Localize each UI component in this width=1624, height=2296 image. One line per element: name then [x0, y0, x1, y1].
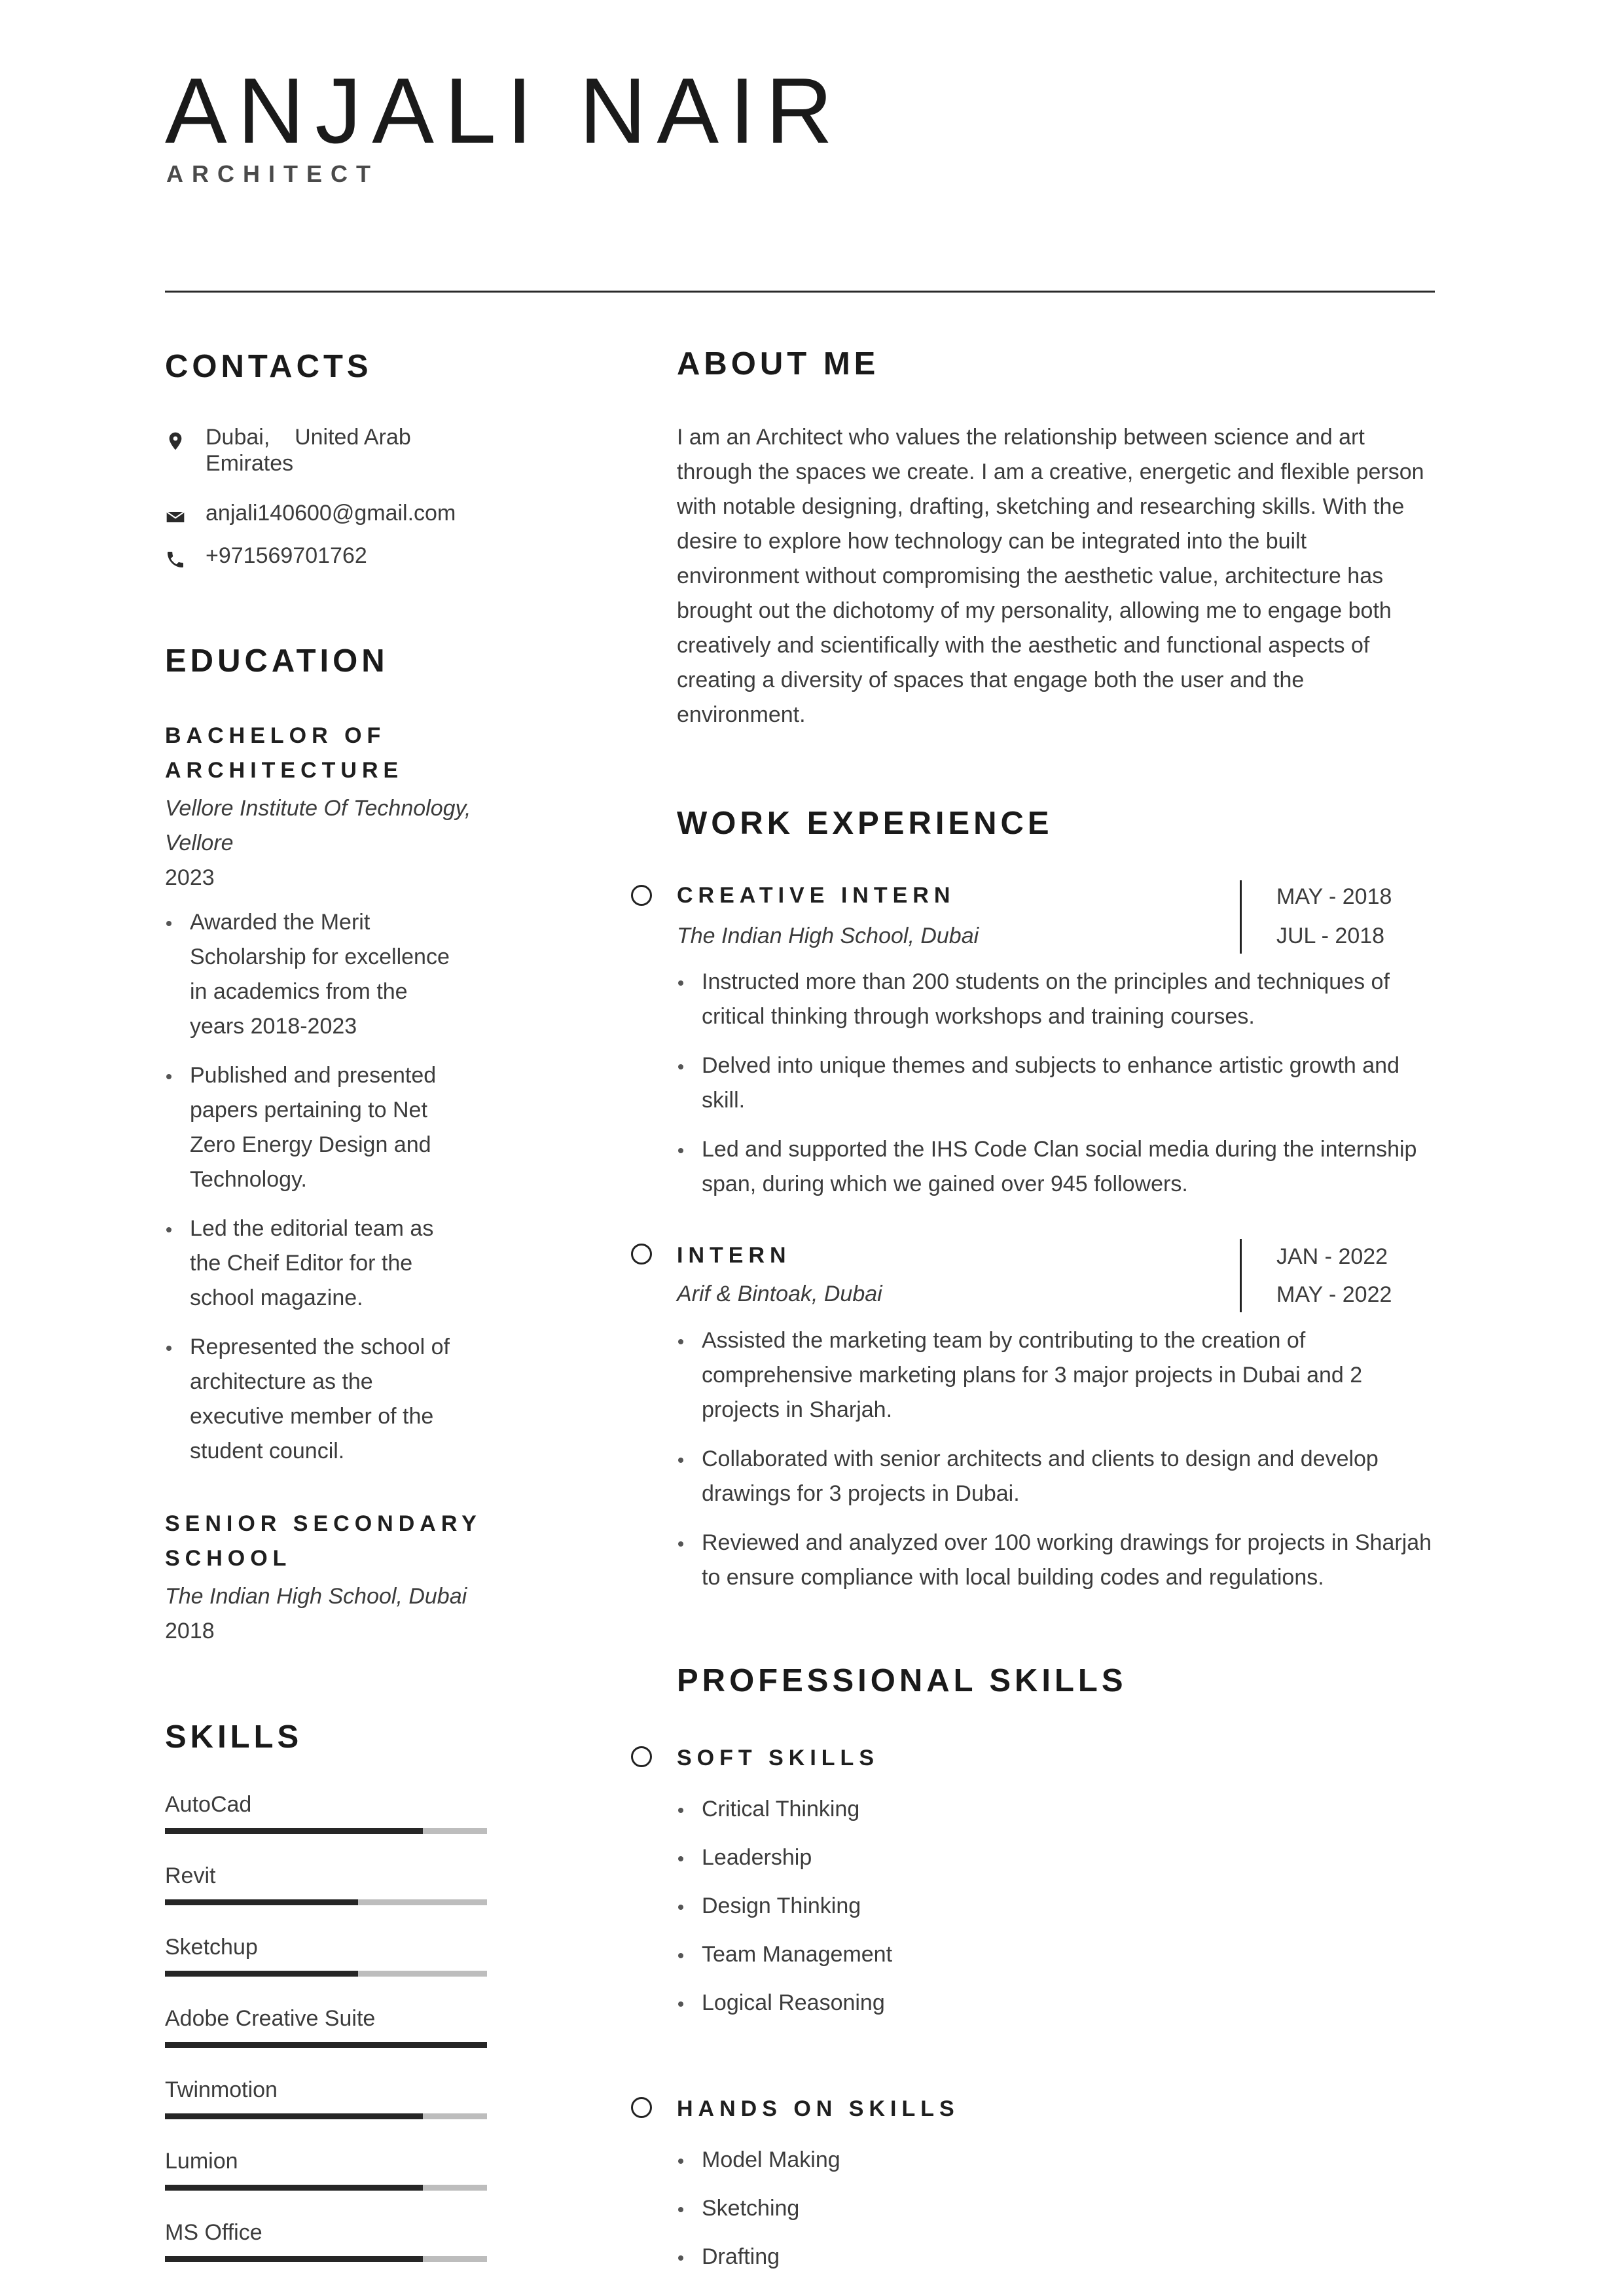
email-address[interactable]: anjali140600@gmail.com: [206, 501, 456, 526]
job-title: CREATIVE INTERN: [677, 883, 956, 908]
skill-label: Lumion: [165, 2149, 238, 2174]
job-company: The Indian High School, Dubai: [677, 924, 979, 948]
list-item: Drafting: [677, 2240, 1200, 2274]
timeline-marker: [631, 1244, 652, 1265]
hands-on-skills-list: [677, 2143, 1200, 2274]
education-heading: EDUCATION: [165, 643, 389, 679]
job-end-date: MAY - 2022: [1276, 1282, 1392, 1307]
job-company: Arif & Bintoak, Dubai: [677, 1282, 882, 1306]
institution-line-1: Vellore Institute Of Technology,: [165, 796, 471, 821]
skill-label: AutoCad: [165, 1792, 252, 1817]
school-title: [165, 1507, 482, 1576]
skill-level-fill: [165, 1828, 423, 1834]
skills-heading: SKILLS: [165, 1719, 303, 1755]
list-item: Represented the school of architecture as the executive member of the student council.: [165, 1330, 505, 1469]
school-title-line-1: SENIOR SECONDARY: [165, 1511, 482, 1536]
list-item: Published and presented papers pertaining to Net Zero Energy Design and Technology.: [165, 1058, 505, 1197]
skill-level-fill: [165, 2042, 487, 2048]
job-start-date: JAN - 2022: [1276, 1244, 1388, 1269]
list-item: Delved into unique themes and subjects to enhance artistic growth and skill.: [677, 1049, 1502, 1118]
work-heading: WORK EXPERIENCE: [677, 806, 1053, 841]
skill-label: Sketchup: [165, 1935, 258, 1960]
about-heading: ABOUT ME: [677, 346, 880, 382]
envelope-icon: [165, 507, 186, 528]
skill-level-bar: [165, 1971, 487, 1977]
contact-phone: [165, 543, 367, 570]
contact-location: [165, 424, 411, 476]
date-divider: [1240, 880, 1242, 954]
list-item: Design Thinking: [677, 1889, 1200, 1924]
list-item: Critical Thinking: [677, 1792, 1200, 1827]
skill-level-bar: [165, 2256, 487, 2262]
list-item: Sketching: [677, 2191, 1200, 2226]
skill-level-bar: [165, 2042, 487, 2048]
skill-label: Revit: [165, 1863, 216, 1888]
degree-institution: [165, 791, 471, 861]
hands-on-skills-title: HANDS ON SKILLS: [677, 2096, 960, 2121]
list-item: Reviewed and analyzed over 100 working drawings for projects in Sharjah to ensure compliance with local building codes and regulations.: [677, 1526, 1502, 1595]
school-institution: The Indian High School, Dubai: [165, 1584, 467, 1609]
skill-level-fill: [165, 2185, 423, 2191]
list-item: Model Making: [677, 2143, 1200, 2178]
timeline-marker: [631, 885, 652, 906]
skill-level-fill: [165, 1971, 358, 1977]
list-item: Led the editorial team as the Cheif Editor for the school magazine.: [165, 1211, 505, 1316]
soft-skills-title: SOFT SKILLS: [677, 1746, 879, 1770]
list-item: Logical Reasoning: [677, 1986, 1200, 2020]
skill-level-fill: [165, 2256, 423, 2262]
header-divider: [165, 291, 1435, 293]
skill-label: Adobe Creative Suite: [165, 2006, 376, 2031]
list-item: Assisted the marketing team by contributing to the creation of comprehensive marketing plans for 3 major projects in Dubai and 2 projects in Sharjah.: [677, 1323, 1502, 1427]
list-item: Instructed more than 200 students on the principles and techniques of critical thinking through workshops and training courses.: [677, 965, 1502, 1034]
skill-label: Twinmotion: [165, 2077, 278, 2102]
degree-year: 2023: [165, 865, 215, 890]
location-pin-icon: [165, 431, 186, 452]
degree-title-line-1: BACHELOR OF: [165, 723, 386, 748]
institution-line-2: Vellore: [165, 831, 234, 855]
skill-level-bar: [165, 1828, 487, 1834]
job-responsibilities: [677, 965, 1502, 1202]
professional-skills-heading: PROFESSIONAL SKILLS: [677, 1663, 1127, 1698]
skill-level-bar: [165, 2185, 487, 2191]
list-item: Collaborated with senior architects and clients to design and develop drawings for 3 projects in Dubai.: [677, 1442, 1502, 1511]
school-title-line-2: SCHOOL: [165, 1546, 292, 1571]
candidate-name: ANJALI NAIR: [165, 59, 844, 163]
skill-label: MS Office: [165, 2220, 262, 2245]
school-year: 2018: [165, 1619, 215, 1643]
list-item: Led and supported the IHS Code Clan social media during the internship span, during which we gained over 945 followers.: [677, 1132, 1502, 1202]
contact-email: [165, 500, 456, 528]
location-line-2: Emirates: [206, 451, 294, 476]
list-item: Team Management: [677, 1937, 1200, 1972]
job-end-date: JUL - 2018: [1276, 924, 1385, 948]
list-item: Leadership: [677, 1840, 1200, 1875]
job-start-date: MAY - 2018: [1276, 884, 1392, 909]
candidate-title: ARCHITECT: [166, 160, 379, 187]
phone-icon: [165, 549, 186, 570]
degree-title-line-2: ARCHITECTURE: [165, 758, 404, 783]
list-item: Awarded the Merit Scholarship for excellence in academics from the years 2018-2023: [165, 905, 505, 1044]
skill-level-bar: [165, 1899, 487, 1905]
timeline-marker: [631, 1746, 652, 1767]
degree-title: [165, 719, 403, 788]
location-line-1: Dubai, United Arab: [206, 425, 411, 450]
soft-skills-list: [677, 1792, 1200, 2020]
skill-level-fill: [165, 1899, 358, 1905]
timeline-marker: [631, 2097, 652, 2118]
job-responsibilities: [677, 1323, 1502, 1595]
contacts-heading: CONTACTS: [165, 349, 372, 384]
phone-number[interactable]: +971569701762: [206, 543, 367, 568]
skill-level-fill: [165, 2113, 423, 2119]
date-divider: [1240, 1239, 1242, 1312]
job-title: INTERN: [677, 1243, 791, 1268]
about-paragraph: I am an Architect who values the relationship between science and art through the spaces we create. I am a creative, energetic and flexible person with notable designing, drafting, sketching and researching skills. With the desire to explore how technology can be integrated into the built environment without compromising the aesthetic value, architecture has brought out the dichotomy of my personality, allowing me to engage both creatively and scientifically with the aesthetic and functional aspects of creating a diversity of spaces that engage both the user and the environment.: [677, 425, 1424, 727]
skill-level-bar: [165, 2113, 487, 2119]
degree-achievements: [165, 905, 505, 1469]
